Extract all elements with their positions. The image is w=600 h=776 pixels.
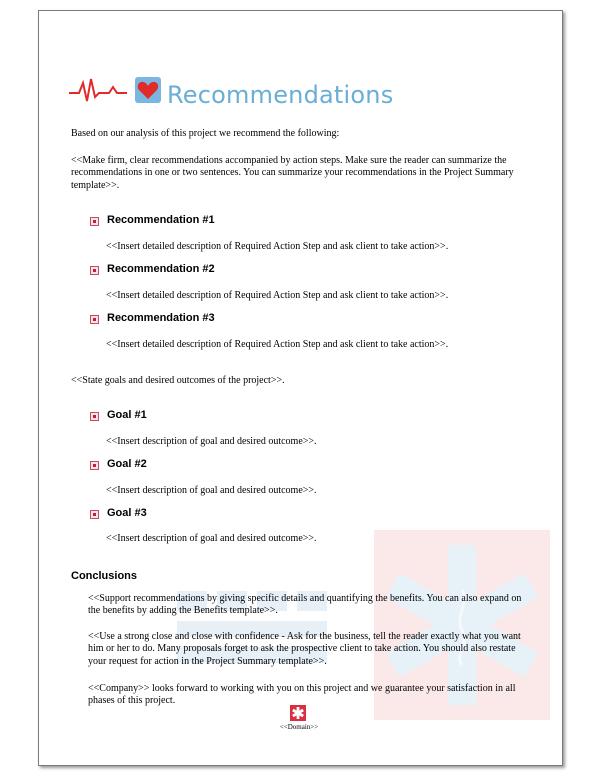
goal-description: <<Insert description of goal and desired outcome>>. (106, 533, 317, 544)
conclusions-heading: Conclusions (71, 570, 138, 582)
heartbeat-logo-icon (69, 71, 167, 111)
goal-heading: Goal #1 (107, 409, 147, 421)
conclusions-paragraph: <<Use a strong close and close with confidence - Ask for the business, tell the reader exactly what you want him or her to do. Many proposals forget to ask the prospective client to take action. You should also restate your request for action in the Project Summary template>>. (88, 631, 521, 667)
goal-heading: Goal #3 (107, 507, 147, 519)
recommendation-description: <<Insert detailed description of Required Action Step and ask client to take action>>. (106, 290, 449, 301)
bullet-icon (90, 217, 99, 226)
recommendation-heading: Recommendation #3 (107, 312, 215, 324)
footer-domain: <<Domain>> (279, 723, 319, 731)
goal-description: <<Insert description of goal and desired outcome>>. (106, 436, 317, 447)
bullet-icon (90, 461, 99, 470)
bullet-icon (90, 412, 99, 421)
bullet-icon (90, 510, 99, 519)
instructions-text: <<Make firm, clear recommendations accompanied by action steps. Make sure the reader can summarize the recommendations in one or two sentences. You can summarize your recommendations in the Project Summary template>>. (71, 155, 514, 191)
goal-description: <<Insert description of goal and desired outcome>>. (106, 485, 317, 496)
intro-text: Based on our analysis of this project we recommend the following: (71, 128, 340, 139)
bullet-icon (90, 266, 99, 275)
document-page (38, 10, 563, 766)
star-of-life-footer-icon (290, 705, 306, 721)
recommendation-heading: Recommendation #1 (107, 214, 215, 226)
bullet-icon (90, 315, 99, 324)
conclusions-paragraph: <<Company>> looks forward to working with you on this project and we guarantee your satisfaction in all phases of this project. (88, 683, 516, 707)
recommendation-description: <<Insert detailed description of Required Action Step and ask client to take action>>. (106, 339, 449, 350)
recommendation-heading: Recommendation #2 (107, 263, 215, 275)
goals-intro-text: <<State goals and desired outcomes of the project>>. (71, 375, 285, 386)
recommendation-description: <<Insert detailed description of Required Action Step and ask client to take action>>. (106, 241, 449, 252)
goal-heading: Goal #2 (107, 458, 147, 470)
page-title: Recommendations (167, 81, 394, 109)
conclusions-paragraph: <<Support recommendations by giving specific details and quantifying the benefits. You can also expand on the benefits by adding the Benefits template>>. (88, 593, 522, 617)
